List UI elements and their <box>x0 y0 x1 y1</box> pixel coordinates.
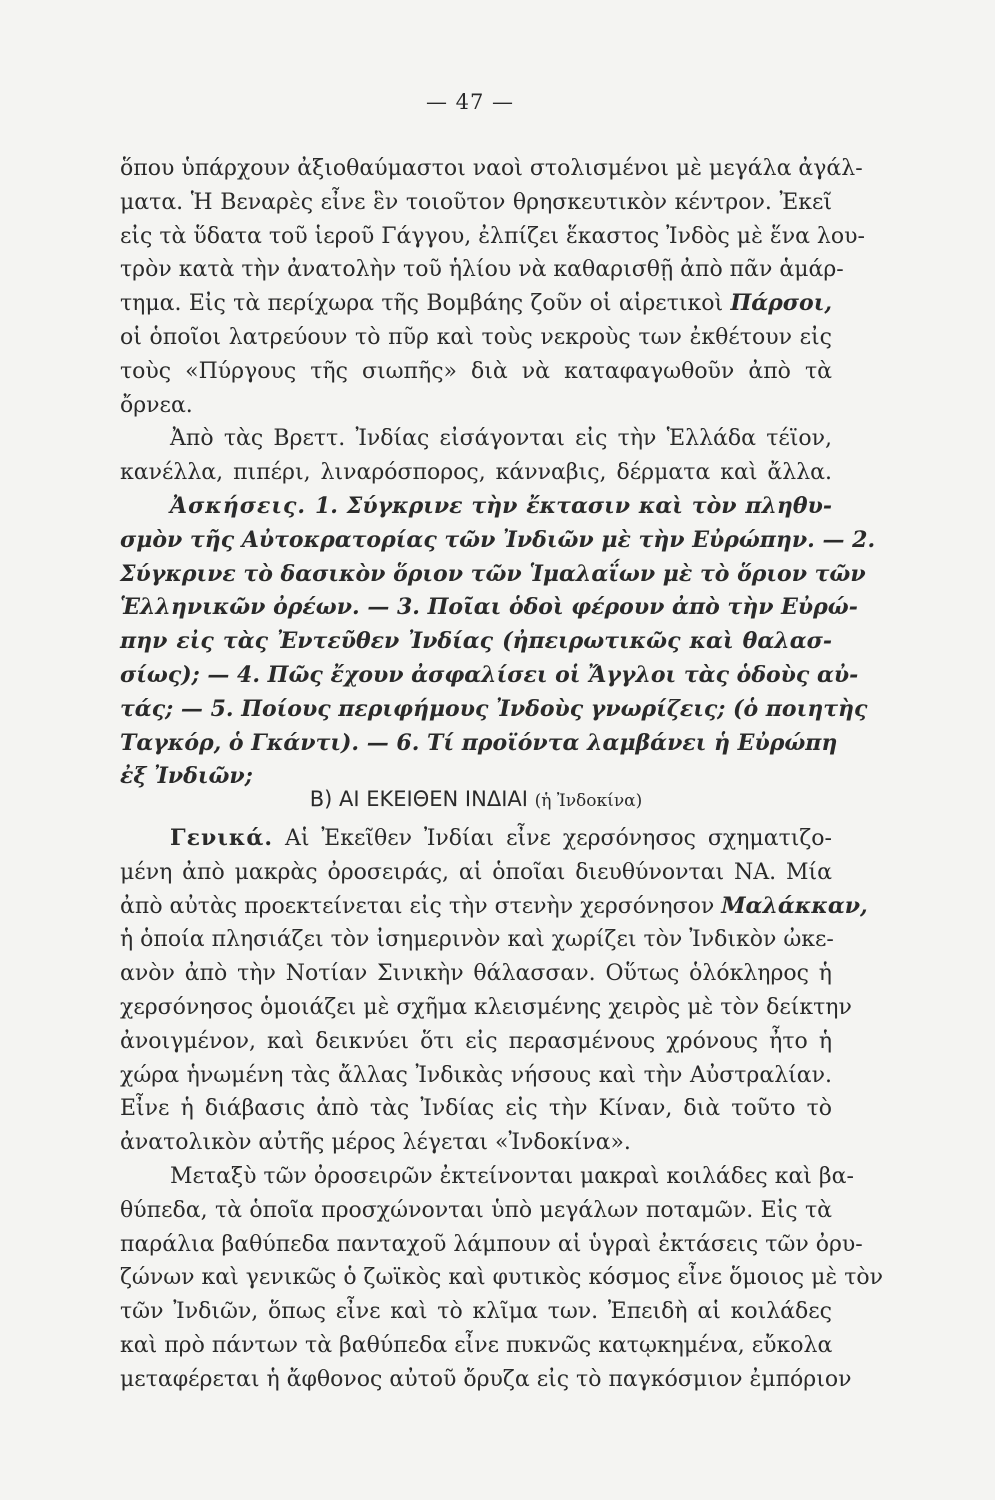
text-line: ἀνοιγμένον, καὶ δεικνύει ὅτι εἰς περασμένους χρόνους ἦτο ἡ <box>120 1028 832 1054</box>
exercises-line: Ἀσκήσεις. 1. Σύγκρινε τὴν ἔκτασιν καὶ τὸν πληθυ- <box>170 492 832 519</box>
text-line: Εἶνε ἡ διάβασις ἀπὸ τὰς Ἰνδίας εἰς τὴν Κίναν, διὰ τοῦτο τὸ <box>120 1096 832 1122</box>
text-line: ἡ ὁποία πλησιάζει τὸν ἰσημερινὸν καὶ χωρίζει τὸν Ἰνδικὸν ὠκε- <box>120 927 834 953</box>
exercises-line: σίως); — 4. Πῶς ἔχουν ἀσφαλίσει οἱ Ἄγγλοι τὰς ὁδοὺς αὐ- <box>120 661 859 688</box>
exercises-line: Ταγκόρ, ὁ Γκάντι). — 6. Τί προϊόντα λαμβάνει ἡ Εὐρώπη <box>120 729 838 756</box>
text-line: μεταφέρεται ἡ ἄφθονος αὐτοῦ ὄρυζα εἰς τὸ παγκόσμιον ἐμπόριον <box>120 1366 852 1392</box>
exercises-label: Ἀσκήσεις. <box>170 492 307 519</box>
text-line: χώρα ἡνωμένη τὰς ἄλλας Ἰνδικὰς νήσους καὶ τὴν Αὐστραλίαν. <box>120 1062 832 1088</box>
text-line: Γενικά. Αἱ Ἐκεῖθεν Ἰνδίαι εἶνε χερσόνησος σχηματιζο- <box>170 825 832 851</box>
exercises-line: ἐξ Ἰνδιῶν; <box>120 763 253 790</box>
text-line: τρὸν κατὰ τὴν ἀνατολὴν τοῦ ἡλίου νὰ καθαρισθῇ ἀπὸ πᾶν ἁμάρ- <box>120 257 844 283</box>
text-line: οἱ ὁποῖοι λατρεύουν τὸ πῦρ καὶ τοὺς νεκροὺς των ἐκθέτουν εἰς <box>120 324 832 350</box>
text-line: ζώνων καὶ γενικῶς ὁ ζωϊκὸς καὶ φυτικὸς κόσμος εἶνε ὅμοιος μὲ τὸν <box>120 1265 883 1291</box>
text-line: θύπεδα, τὰ ὁποῖα προσχώνονται ὑπὸ μεγάλων ποταμῶν. Εἰς τὰ <box>120 1197 832 1223</box>
text-line: ἀπὸ αὐτὰς προεκτείνεται εἰς τὴν στενὴν χερσόνησον Μαλάκκαν, <box>120 892 868 919</box>
exercises-line: σμὸν τῆς Αὐτοκρατορίας τῶν Ἰνδιῶν μὲ τὴν Εὐρώπην. — 2. <box>120 526 876 553</box>
text-block-bottom <box>120 822 883 1397</box>
section-heading: Β) ΑΙ ΕΚΕΙΘΕΝ ΙΝΔΙΑΙ (ἡ Ἰνδοκίνα) <box>309 787 643 811</box>
text-line: χερσόνησος ὁμοιάζει μὲ σχῆμα κλεισμένης χειρὸς μὲ τὸν δείκτην <box>120 994 852 1020</box>
term-malakka: Μαλάκκαν, <box>721 892 868 919</box>
section-subheading: (ἡ Ἰνδοκίνα) <box>534 791 643 811</box>
text-line: καὶ πρὸ πάντων τὰ βαθύπεδα εἶνε πυκνῶς κατῳκημένα, εὔκολα <box>120 1332 833 1358</box>
text-line: μένη ἀπὸ μακρὰς ὀροσειράς, αἱ ὁποῖαι διευθύνονται ΝΑ. Μία <box>120 859 832 885</box>
exercises-line: Σύγκρινε τὸ δασικὸν ὅριον τῶν Ἱμαλαΐων μὲ τὸ ὅριον τῶν <box>120 560 866 587</box>
text-line: εἰς τὰ ὕδατα τοῦ ἱεροῦ Γάγγου, ἐλπίζει ἕκαστος Ἰνδὸς μὲ ἕνα λου- <box>120 223 865 249</box>
text-line: ὅπου ὑπάρχουν ἀξιοθαύμαστοι ναοὶ στολισμένοι μὲ μεγάλα ἀγάλ- <box>120 156 863 181</box>
text-line: τοὺς «Πύργους τῆς σιωπῆς» διὰ νὰ καταφαγωθοῦν ἀπὸ τὰ <box>120 358 832 384</box>
text-line: παράλια βαθύπεδα πανταχοῦ λάμπουν αἱ ὑγραὶ ἐκτάσεις τῶν ὀρυ- <box>120 1231 863 1257</box>
exercises-line: Ἑλληνικῶν ὀρέων. — 3. Ποῖαι ὁδοὶ φέρουν ἀπὸ τὴν Εὐρώ- <box>120 594 858 621</box>
text-line: ματα. Ἡ Βεναρὲς εἶνε ἓν τοιοῦτον θρησκευτικὸν κέντρον. Ἐκεῖ <box>120 189 832 215</box>
text-block-top <box>120 152 876 794</box>
exercises-line: πην εἰς τὰς Ἐντεῦθεν Ἰνδίας (ἠπειρωτικῶς καὶ θαλασ- <box>120 628 832 655</box>
text-line: τημα. Εἰς τὰ περίχωρα τῆς Βομβάης ζοῦν οἱ αἱρετικοὶ Πάρσοι, <box>120 290 832 317</box>
term-parsis: Πάρσοι, <box>730 290 832 317</box>
text-line: Ἀπὸ τὰς Βρεττ. Ἰνδίας εἰσάγονται εἰς τὴν Ἑλλάδα τέϊον, <box>170 426 832 452</box>
text-line: τῶν Ἰνδιῶν, ὅπως εἶνε καὶ τὸ κλῖμα των. Ἐπειδὴ αἱ κοιλάδες <box>120 1299 832 1325</box>
page-number: — 47 — <box>425 90 515 114</box>
text-line: Μεταξὺ τῶν ὀροσειρῶν ἐκτείνονται μακραὶ κοιλάδες καὶ βα- <box>170 1163 854 1189</box>
section-label: Γενικά. <box>170 825 273 851</box>
text-line: κανέλλα, πιπέρι, λιναρόσπορος, κάνναβις, δέρματα καὶ ἄλλα. <box>120 460 832 486</box>
text-line: ὄρνεα. <box>120 392 193 418</box>
exercises-line: τάς; — 5. Ποίους περιφήμους Ἰνδοὺς γνωρίζεις; (ὁ ποιητὴς <box>120 695 868 722</box>
text-line: ἀνατολικὸν αὐτῆς μέρος λέγεται «Ἰνδοκίνα». <box>120 1130 631 1156</box>
text-line: ανὸν ἀπὸ τὴν Νοτίαν Σινικὴν θάλασσαν. Οὕτως ὁλόκληρος ἡ <box>120 961 832 987</box>
